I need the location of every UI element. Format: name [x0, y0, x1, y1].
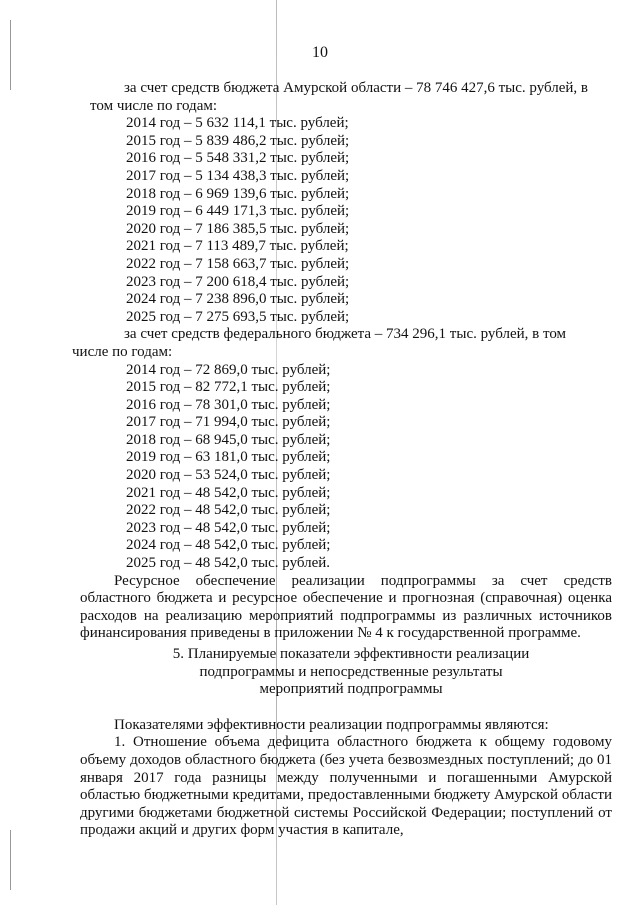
federal-year-2017: 2017 год – 71 994,0 тыс. рублей;: [126, 414, 331, 431]
regional-intro-line1: за счет средств бюджета Амурской области – 78 746 427,6 тыс. рублей, в: [124, 80, 589, 96]
regional-year-2014: 2014 год – 5 632 114,1 тыс. рублей;: [126, 115, 349, 132]
regional-years-list: [90, 115, 612, 326]
body-text: [72, 80, 612, 840]
federal-intro-line2: числе по годам:: [72, 343, 173, 360]
federal-year-2023: 2023 год – 48 542,0 тыс. рублей;: [126, 519, 331, 536]
indicators-intro: Показателями эффективности реализации подпрограммы являются:: [114, 716, 549, 733]
page-number: 10: [312, 44, 328, 61]
regional-intro-line2: том числе по годам:: [90, 97, 218, 114]
federal-year-2024: 2024 год – 48 542,0 тыс. рублей;: [126, 537, 331, 554]
regional-year-2021: 2021 год – 7 113 489,7 тыс. рублей;: [126, 238, 349, 255]
regional-year-2018: 2018 год – 6 969 139,6 тыс. рублей;: [126, 185, 350, 202]
scan-edge-mark: [10, 830, 11, 890]
federal-intro-line1: за счет средств федерального бюджета – 734 296,1 тыс. рублей, в том: [124, 326, 567, 343]
federal-year-2019: 2019 год – 63 181,0 тыс. рублей;: [126, 449, 331, 466]
federal-year-2014: 2014 год – 72 869,0 тыс. рублей;: [126, 361, 331, 378]
federal-year-2016: 2016 год – 78 301,0 тыс. рублей;: [126, 396, 331, 413]
regional-year-2023: 2023 год – 7 200 618,4 тыс. рублей;: [126, 273, 350, 290]
section-heading-line1: 5. Планируемые показатели эффективности реализации: [172, 646, 530, 662]
indicator-1-text: 1. Отношение объема дефицита областного бюджета к общему годовому объему доходов областного бюджета (без учета безвозмездных поступлений; до 01 января 2017 года разницы между полученными и погашенными Амурской областью бюджетными кредитами, предоставленными бюджету Амурской области другими бюджетами бюджетной системы Российской Федерации; поступлений от продажи акций и других форм участия в капитале,: [80, 734, 612, 839]
regional-year-2017: 2017 год – 5 134 438,3 тыс. рублей;: [126, 167, 350, 184]
federal-years-list: [90, 362, 612, 573]
regional-year-2019: 2019 год – 6 449 171,3 тыс. рублей;: [126, 203, 350, 220]
federal-year-2018: 2018 год – 68 945,0 тыс. рублей;: [126, 431, 331, 448]
spacer: [90, 699, 612, 717]
resource-paragraph: Ресурсное обеспечение реализации подпрограммы за счет средств областного бюджета и ресурсное обеспечение и прогнозная (справочная) оценка расходов на реализацию мероприятий подпрограммы из различных источников финансирования приведены в приложении № 4 к государственной программе.: [80, 572, 612, 642]
federal-year-2025: 2025 год – 48 542,0 тыс. рублей.: [126, 555, 331, 572]
regional-year-2020: 2020 год – 7 186 385,5 тыс. рублей;: [126, 220, 350, 237]
federal-year-2020: 2020 год – 53 524,0 тыс. рублей;: [126, 467, 331, 484]
federal-year-2022: 2022 год – 48 542,0 тыс. рублей;: [126, 502, 331, 519]
section-heading-line3: мероприятий подпрограммы: [259, 681, 443, 698]
federal-year-2015: 2015 год – 82 772,1 тыс. рублей;: [126, 379, 331, 396]
regional-year-2022: 2022 год – 7 158 663,7 тыс. рублей;: [126, 255, 350, 272]
regional-year-2025: 2025 год – 7 275 693,5 тыс. рублей;: [126, 308, 350, 325]
section-heading-line2: подпрограммы и непосредственные результаты: [199, 663, 503, 680]
regional-year-2015: 2015 год – 5 839 486,2 тыс. рублей;: [126, 132, 350, 149]
regional-year-2024: 2024 год – 7 238 896,0 тыс. рублей;: [126, 291, 350, 308]
regional-year-2016: 2016 год – 5 548 331,2 тыс. рублей;: [126, 150, 350, 167]
federal-year-2021: 2021 год – 48 542,0 тыс. рублей;: [126, 484, 331, 501]
